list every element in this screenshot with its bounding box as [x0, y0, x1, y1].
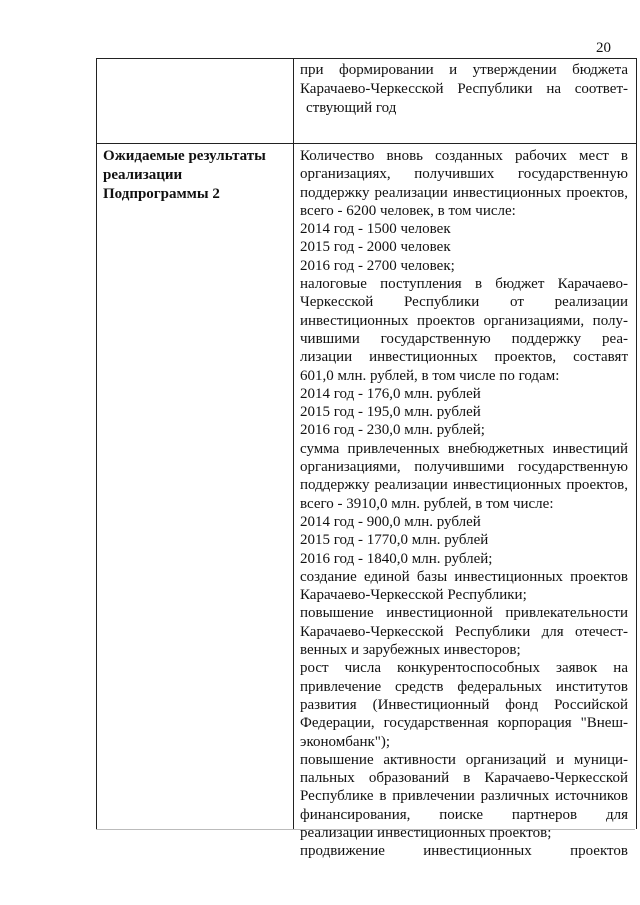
text-line: 2016 год - 230,0 млн. рублей;	[300, 422, 485, 439]
text-line: 2015 год - 2000 человек	[300, 239, 451, 256]
text-line: повышение активности организаций и муници-	[300, 751, 628, 768]
text-line: развития (Инвестиционный фонд Российской	[300, 696, 628, 713]
text-line: чившими государственную поддержку реа-	[300, 330, 628, 347]
text-line: поддержку реализации инвестиционных проектов,	[300, 477, 628, 494]
text-line: 601,0 млн. рублей, в том числе по годам:	[300, 367, 560, 384]
text-line: Карачаево-Черкесской Республики для отечест-	[300, 623, 628, 640]
text-line: 2016 год - 2700 человек;	[300, 257, 455, 274]
text-line: всего - 3910,0 млн. рублей, в том числе:	[300, 495, 554, 512]
text-line: Карачаево-Черкесской Республики;	[300, 587, 527, 604]
text-line: экономбанк");	[300, 733, 391, 750]
text-line: венных и зарубежных инвесторов;	[300, 642, 521, 659]
results-text-cell	[300, 147, 628, 861]
row-divider	[97, 143, 636, 144]
text-line: повышение инвестиционной привлекательности	[300, 605, 628, 622]
text-line: налоговые поступления в бюджет Карачаево-	[300, 276, 628, 293]
text-line: рост числа конкурентоспособных заявок на	[300, 660, 628, 677]
text-line: ствующий год	[306, 100, 397, 116]
document-table	[96, 58, 637, 860]
text-line: продвижение инвестиционных проектов	[300, 843, 628, 860]
text-line: привлечение средств федеральных институтов	[300, 678, 628, 695]
results-label-cell	[103, 147, 283, 204]
text-line: 2015 год - 195,0 млн. рублей	[300, 404, 481, 421]
label-line: Подпрограммы 2	[103, 186, 220, 202]
text-line: 2014 год - 1500 человек	[300, 221, 451, 238]
column-divider	[293, 59, 294, 829]
text-line: 2014 год - 176,0 млн. рублей	[300, 385, 481, 402]
text-line: лизации инвестиционных проектов, составят	[300, 349, 628, 366]
text-line: Федерации, государственная корпорация "Внеш-	[300, 715, 628, 732]
text-line: поддержку реализации инвестиционных проектов,	[300, 184, 628, 201]
label-line: Ожидаемые результаты	[103, 148, 266, 164]
text-line: всего - 6200 человек, в том числе:	[300, 202, 516, 219]
text-line: Черкесской Республики от реализации	[300, 294, 628, 311]
text-line: 2015 год - 1770,0 млн. рублей	[300, 532, 489, 549]
text-line: пальных образований в Карачаево-Черкесской	[300, 770, 628, 787]
continuation-cell-text	[300, 61, 628, 118]
text-line: Карачаево-Черкесской Республики на соответ-	[300, 81, 628, 97]
text-line: сумма привлеченных внебюджетных инвестиций	[300, 440, 628, 457]
text-line: 2014 год - 900,0 млн. рублей	[300, 513, 481, 530]
text-line: создание единой базы инвестиционных проектов	[300, 568, 628, 585]
text-line: 2016 год - 1840,0 млн. рублей;	[300, 550, 493, 567]
text-line: инвестиционных проектов организациями, полу-	[300, 312, 628, 329]
text-line: при формировании и утверждении бюджета	[300, 62, 628, 78]
page-number: 20	[596, 40, 611, 56]
text-line: Республике в привлечении различных источников	[300, 788, 628, 805]
text-line: финансирования, поиске партнеров для	[300, 806, 628, 823]
text-line: организациями, получившими государственную	[300, 459, 628, 476]
label-line: реализации	[103, 167, 183, 183]
text-line: реализации инвестиционных проектов;	[300, 824, 552, 841]
text-line: организациях, получивших государственную	[300, 166, 628, 183]
text-line: Количество вновь созданных рабочих мест в	[300, 148, 628, 164]
